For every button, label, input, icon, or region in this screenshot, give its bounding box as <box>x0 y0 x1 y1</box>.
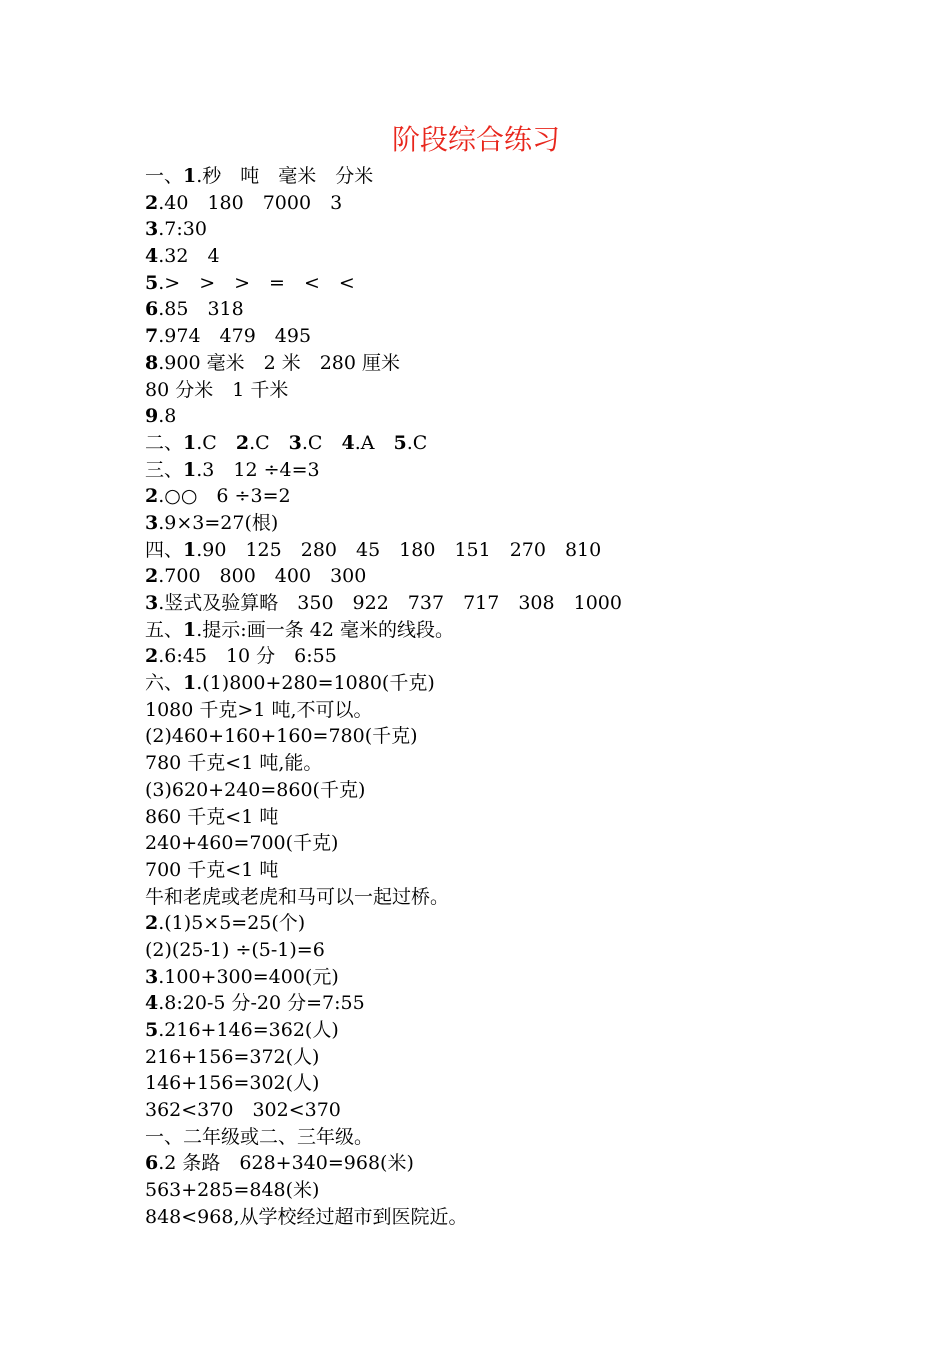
answer-text: .C <box>406 431 428 454</box>
answer-text: 四、 <box>145 538 184 561</box>
answer-line <box>145 323 865 350</box>
answer-line <box>145 296 865 323</box>
question-number: 4 <box>145 245 159 268</box>
answer-text: .7:30 <box>158 218 207 241</box>
question-number: 6 <box>145 1152 159 1175</box>
question-number: 1 <box>183 672 197 695</box>
answer-text: 一、二年级或二、三年级。 <box>145 1125 374 1148</box>
question-number: 2 <box>145 565 159 588</box>
question-number: 6 <box>145 298 159 321</box>
answer-text: .A <box>354 431 394 454</box>
question-number: 3 <box>145 965 159 988</box>
answer-line <box>145 643 865 670</box>
answer-line <box>145 457 865 484</box>
answer-text: .2 条路 628+340=968(米) <box>158 1152 414 1175</box>
answer-line <box>145 937 865 964</box>
question-number: 1 <box>183 538 197 561</box>
answer-text: .974 479 495 <box>158 325 312 348</box>
answer-text: (2)(25-1) ÷(5-1)=6 <box>145 938 325 961</box>
answer-text: 563+285=848(米) <box>145 1179 320 1202</box>
answer-line <box>145 243 865 270</box>
question-number: 3 <box>145 218 159 241</box>
question-number: 3 <box>145 592 159 614</box>
answer-line <box>145 350 865 377</box>
answer-text: 二、 <box>145 431 184 454</box>
answer-line <box>145 1097 865 1124</box>
answer-line <box>145 617 865 644</box>
answer-text: 三、 <box>145 458 184 481</box>
answer-text: 一、 <box>145 165 184 187</box>
answer-text: (3)620+240=860(千克) <box>145 778 366 801</box>
answer-text: .90 125 280 45 180 151 270 810 <box>196 538 602 561</box>
answer-text: .8:20-5 分-20 分=7:55 <box>158 992 365 1015</box>
answer-text: .216+146=362(人) <box>158 1019 339 1041</box>
answer-text: .32 4 <box>158 245 220 268</box>
answer-line <box>145 1044 865 1071</box>
answer-text: .700 800 400 300 <box>158 565 367 588</box>
answer-text: .85 318 <box>158 298 244 321</box>
answer-line <box>145 1204 865 1231</box>
answer-text: .> > > = < < <box>158 271 355 294</box>
page-title: 阶段综合练习 <box>391 123 560 156</box>
question-number: 2 <box>145 912 159 935</box>
answer-text: .3 12 ÷4=3 <box>196 458 320 481</box>
question-number: 4 <box>145 992 159 1015</box>
question-number: 1 <box>183 458 197 481</box>
answer-text: .提示:画一条 42 毫米的线段。 <box>196 618 454 641</box>
question-number: 1 <box>183 431 197 454</box>
answer-line <box>145 1070 865 1097</box>
answer-text: (2)460+160+160=780(千克) <box>145 725 418 748</box>
answer-text: 848<968,从学校经过超市到医院近。 <box>145 1205 468 1228</box>
answer-text: .(1)5×5=25(个) <box>158 912 306 935</box>
question-number: 1 <box>183 165 197 187</box>
answer-line <box>145 830 865 857</box>
answer-line <box>145 590 865 617</box>
answer-text: .○○ 6 ÷3=2 <box>158 485 291 508</box>
answer-line <box>145 537 865 564</box>
answer-line <box>145 964 865 991</box>
answer-line <box>145 990 865 1017</box>
question-number: 2 <box>145 485 159 508</box>
answer-line <box>145 804 865 831</box>
answer-line <box>145 884 865 911</box>
answer-text: 1080 千克>1 吨,不可以。 <box>145 698 373 721</box>
question-number: 2 <box>235 431 250 454</box>
answer-line <box>145 1150 865 1177</box>
answer-text: .秒 吨 毫米 分米 <box>196 165 374 187</box>
answer-line <box>145 563 865 590</box>
answer-text: 216+156=372(人) <box>145 1045 320 1068</box>
answer-text: 362<370 302<370 <box>145 1099 341 1122</box>
answer-line <box>145 857 865 884</box>
answer-line <box>145 270 865 297</box>
answer-line <box>145 1177 865 1204</box>
answer-line <box>145 723 865 750</box>
question-number: 5 <box>393 431 407 454</box>
answer-text: .竖式及验算略 350 922 737 717 308 1000 <box>158 592 622 614</box>
answer-line <box>145 910 865 937</box>
answer-text: 146+156=302(人) <box>145 1072 320 1095</box>
answer-line <box>145 750 865 777</box>
answer-text: 780 千克<1 吨,能。 <box>145 752 323 775</box>
answer-text: .900 毫米 2 米 280 厘米 <box>158 351 401 374</box>
answer-line <box>145 403 865 430</box>
answer-line <box>145 697 865 724</box>
answer-text: 80 分米 1 千米 <box>145 378 289 401</box>
answer-text: 牛和老虎或老虎和马可以一起过桥。 <box>145 885 450 908</box>
question-number: 3 <box>145 511 159 534</box>
answer-line <box>145 430 865 457</box>
question-number: 5 <box>145 271 159 294</box>
answer-line <box>145 510 865 537</box>
question-number: 9 <box>145 405 159 428</box>
answer-text: .100+300=400(元) <box>158 965 339 988</box>
answer-line <box>145 216 865 243</box>
answer-text: .6:45 10 分 6:55 <box>158 645 337 668</box>
answer-line <box>145 670 865 697</box>
answer-text: .C <box>301 431 342 454</box>
question-number: 3 <box>288 431 302 454</box>
answer-text: 700 千克<1 吨 <box>145 858 279 881</box>
answer-line <box>145 483 865 510</box>
answer-text: 六、 <box>145 672 184 695</box>
answer-text: 860 千克<1 吨 <box>145 805 279 828</box>
answer-line <box>145 1017 865 1044</box>
answer-line <box>145 190 865 217</box>
answer-text: .40 180 7000 3 <box>158 191 343 214</box>
answer-text: 五、 <box>145 618 184 641</box>
answer-text: .9×3=27(根) <box>158 511 279 534</box>
answer-line <box>145 777 865 804</box>
answer-text: .(1)800+280=1080(千克) <box>196 672 435 695</box>
answer-list <box>145 163 865 1231</box>
question-number: 4 <box>341 431 355 454</box>
question-number: 8 <box>145 351 159 374</box>
question-number: 2 <box>145 645 159 668</box>
question-number: 2 <box>145 191 159 214</box>
answer-text: 240+460=700(千克) <box>145 832 339 855</box>
answer-text: .C <box>249 431 289 454</box>
question-number: 1 <box>183 618 197 641</box>
answer-line <box>145 163 865 190</box>
answer-line <box>145 377 865 404</box>
question-number: 5 <box>145 1019 159 1041</box>
answer-text: .8 <box>158 405 177 428</box>
answer-line <box>145 1124 865 1151</box>
question-number: 7 <box>145 325 159 348</box>
answer-text: .C <box>196 431 236 454</box>
